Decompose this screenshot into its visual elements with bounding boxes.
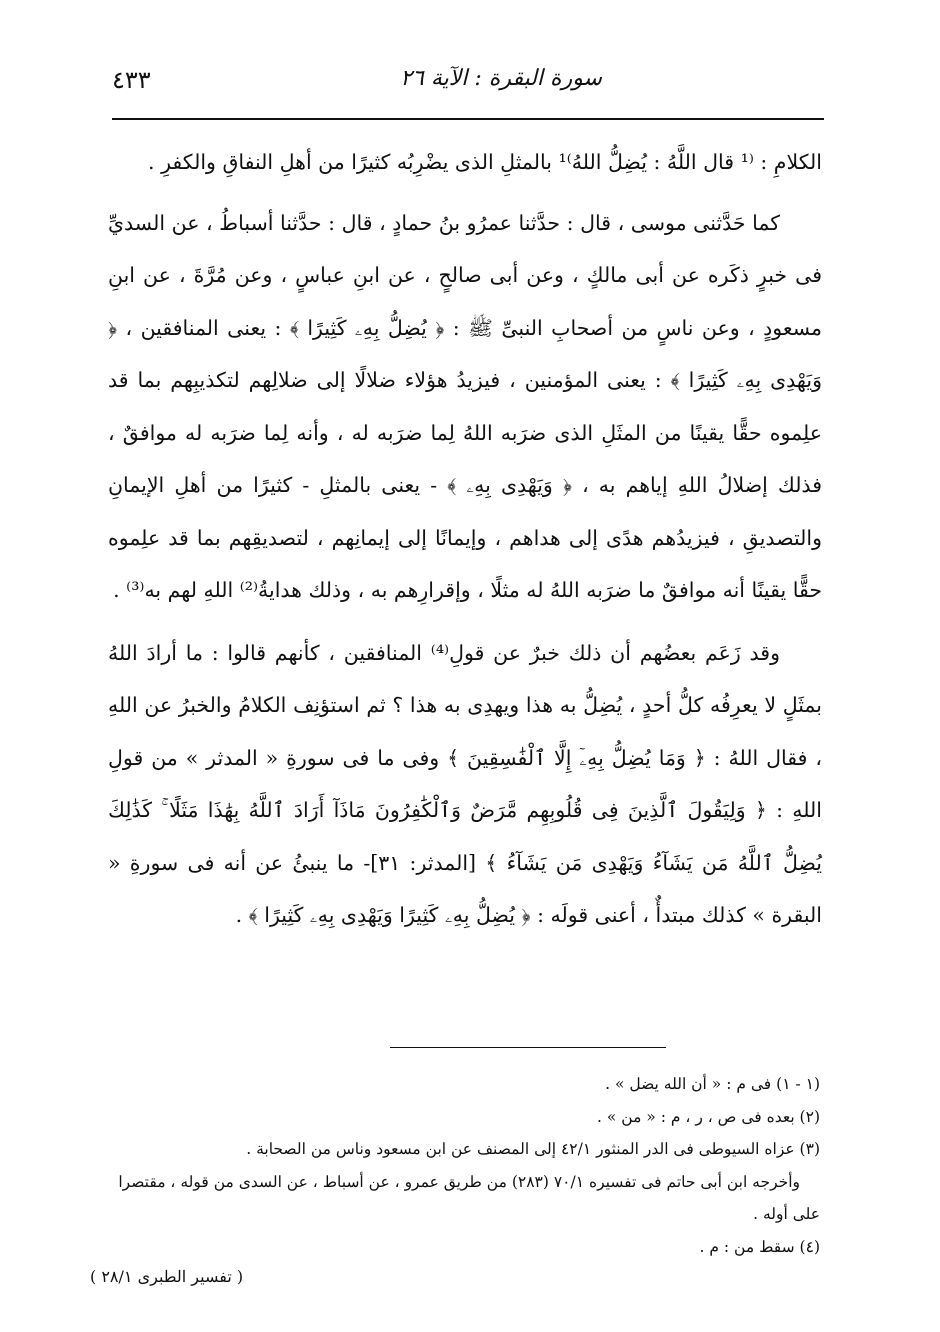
paragraph-1: الكلامِ : ⁽¹ قال اللَّهُ : يُضِلُّ اللهُ⁾¹ بالمثلِ الذى يضْرِبُه كثيرًا من أهلِ النفاقِ والكفرِ . <box>148 150 822 174</box>
footnote-4: (٤) سقط من : م . <box>699 1237 820 1256</box>
running-head-title: سورة البقرة : الآية ٢٦ <box>400 66 602 91</box>
paragraph-2: كما حَدَّثنى موسى ، قال : حدَّثنا عمرُو بنُ حمادٍ ، قال : حدَّثنا أسباطُ ، عن السديِّ فى خبرٍ ذكَره عن أبى مالكٍ ، وعن أبى صالحٍ ، عن ابنِ عباسٍ ، وعن مُرَّةَ ، عن ابنِ مسعودٍ ، وعن ناسٍ من أصحابِ النبىِّ ﷺ : ﴿ يُضِلُّ بِهِۦ كَثِيرًا ﴾ : يعنى المنافقين ، ﴿ وَيَهْدِى بِهِۦ كَثِيرًا ﴾ : يعنى المؤمنين ، فيزيدُ هؤلاء ضلالًا إلى ضلالِهم لتكذيبِهم بما قد علِموه حقًّا يقينًا من المثَلِ الذى ضرَبه اللهُ لِما ضرَبه له ، وأنه لِما ضرَبه له موافقٌ ، فذلك إضلالُ اللهِ إياهم به ، ﴿ وَيَهْدِى بِهِۦ ﴾ - يعنى بالمثلِ - كثيرًا من أهلِ الإيمانِ والتصديقِ ، فيزيدُهم هدًى إلى هداهم ، وإيمانًا إلى إيمانِهم ، لتصديقِهم بما قد علِموه حقًّا يقينًا أنه موافقٌ ما ضرَبه اللهُ له مثلًا ، وإقرارِهم به ، وذلك هدايةُ⁽²⁾ اللهِ لهم به⁽³⁾ . <box>108 210 822 602</box>
footnote-3-continuation: وأخرجه ابن أبى حاتم فى تفسيره ٧٠/١ (٢٨٣) من طريق عمرو ، عن أسباط ، عن السدى من قوله ، مقتصرا على أوله . <box>118 1172 820 1223</box>
header-rule <box>112 118 824 120</box>
footnotes <box>108 1068 820 1263</box>
footnote-rule <box>390 1047 666 1048</box>
footnote-3: (٣) عزاه السيوطى فى الدر المنثور ٤٢/١ إلى المصنف عن ابن مسعود وناس من الصحابة . <box>246 1140 820 1158</box>
footnote-1: (١ - ١) فى م : « أن الله يضل » . <box>605 1075 820 1093</box>
main-text <box>108 136 822 950</box>
running-head <box>112 66 822 106</box>
footnote-2: (٢) بعده فى ص ، ر ، م : « من » . <box>597 1107 820 1126</box>
page-number: ٤٣٣ <box>112 66 151 94</box>
paragraph-3: وقد زَعَم بعضُهم أن ذلك خبرٌ عن قولِ⁽⁴⁾ المنافقين ، كأنهم قالوا : ما أرادَ اللهُ بمثَلٍ لا يعرِفُه كلُّ أحدٍ ، يُضِلُّ به هذا ويهدِى به هذا ؟ ثم استؤنِف الكلامُ والخبرُ عن اللهِ ، فقال اللهُ : ﴿ وَمَا يُضِلُّ بِهِۦٓ إِلَّا ٱلْفَٰسِقِينَ ﴾ وفى ما فى سورةِ « المدثر » من قولِ اللهِ : ﴿ وَلِيَقُولَ ٱلَّذِينَ فِى قُلُوبِهِم مَّرَضٌ وَٱلْكَٰفِرُونَ مَاذَآ أَرَادَ ٱللَّهُ بِهَٰذَا مَثَلًا ۚ كَذَٰلِكَ يُضِلُّ ٱللَّهُ مَن يَشَآءُ وَيَهْدِى مَن يَشَآءُ ﴾ [المدثر: ٣١]- ما ينبئُ عن أنه فى سورةِ « البقرة » كذلك مبتدأٌ ، أعنى قولَه : ﴿ يُضِلُّ بِهِۦ كَثِيرًا وَيَهْدِى بِهِۦ كَثِيرًا ﴾ . <box>108 640 822 927</box>
volume-reference: ( تفسير الطبرى ٢٨/١ ) <box>90 1267 244 1286</box>
